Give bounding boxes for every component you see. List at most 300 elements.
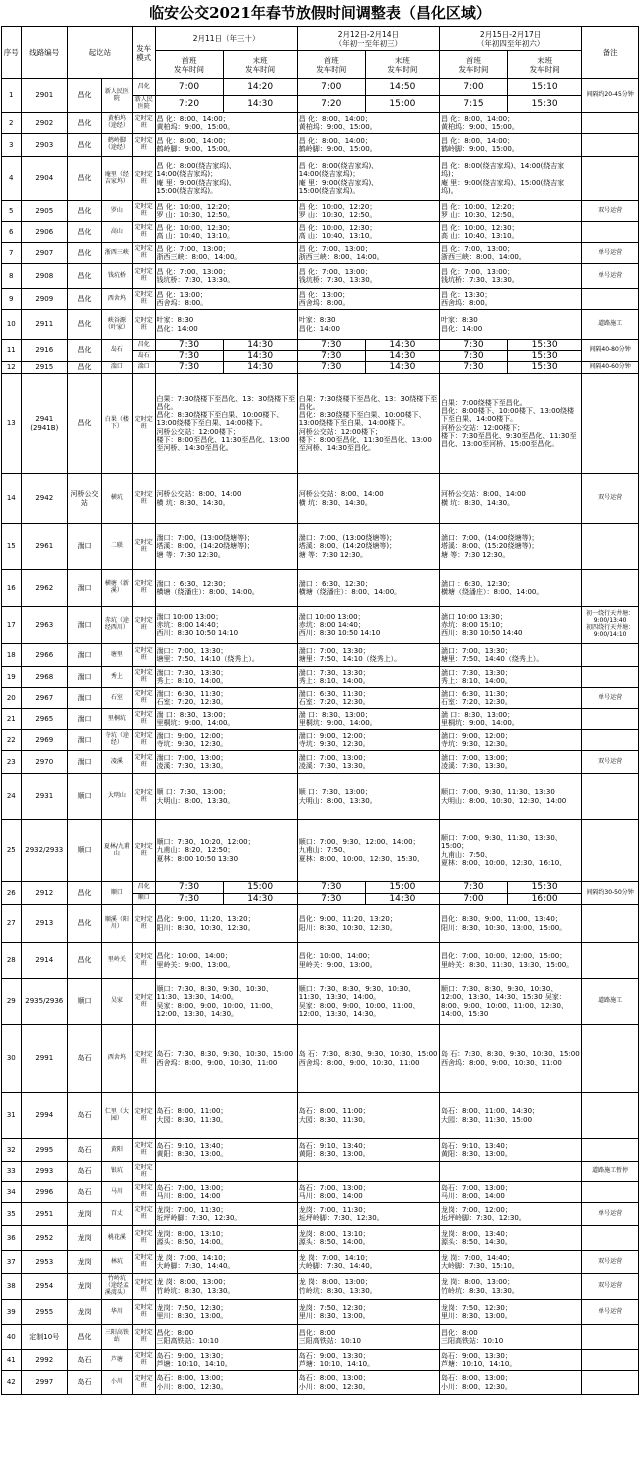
dispatch-mode: 定时定班: [132, 979, 155, 1025]
first-departure-time: 7:30: [439, 882, 507, 894]
timetable-cell: 湍口 ：6:30、12:30； 横塘（绕潘庄）：8:00、14:00。: [297, 570, 439, 607]
table-row: [2, 1350, 639, 1371]
timetable-cell: 昌 化：13:00； 西舍坞：8:00。: [297, 289, 439, 310]
timetable-cell: 岛石：8:00、13:00； 小川：8:00、12:30。: [439, 1371, 581, 1395]
dispatch-mode: 定时定班: [132, 1274, 155, 1300]
timetable-cell: 昌 化：7:00、13:00； 钱坑桥：7:30、13:30。: [439, 264, 581, 289]
route-number: 2904: [21, 157, 67, 201]
route-number: 2941 (2941B): [21, 374, 67, 474]
route-number: 2994: [21, 1093, 67, 1139]
table-row: [2, 79, 639, 96]
route-origin: 岛石: [67, 1350, 101, 1371]
last-departure-time: 14:30: [223, 351, 297, 362]
route-destination: 里桐坑: [101, 709, 132, 730]
timetable-cell: [155, 1162, 297, 1182]
first-departure-time: 7:30: [155, 882, 223, 894]
timetable-cell: 湍口 10:00 13:00； 赤坑：8:00 14:40； 西川：8:30 10:50 14:10: [155, 607, 297, 644]
timetable-cell: 岛石：7:30、8:30、9:30、10:30、15:00 西舍坞：8:00、9:00、10:30、11:00: [155, 1025, 297, 1093]
route-seq: 29: [2, 979, 22, 1025]
route-origin: 昌化: [67, 374, 101, 474]
route-number: 2906: [21, 222, 67, 243]
route-origin: 湍口: [67, 751, 101, 774]
timetable-cell: 昌化：8:00 三阳高铁站：10:10: [297, 1325, 439, 1350]
timetable-cell: 白果：7:00绕楼下至昌化。 昌化：8:00楼下、10:00楼下、13:00绕楼下至白果、14:00楼下。 河桥公交站：12:00楼下； 楼下：7:30至昌化、9:30至昌化、11:30至昌化、13:00至河桥、15:00至昌化。: [439, 374, 581, 474]
last-departure-time: 15:00: [365, 882, 439, 894]
timetable-cell: 岛石：8:00、11:00； 大园：8:30、11:30。: [297, 1093, 439, 1139]
table-row: [2, 1325, 639, 1350]
timetable-cell: 白果：7:30绕楼下至昌化、13：30绕楼下至昌化。 昌化：8:30绕楼下至白果、10:00楼下、13:00绕楼下至白果、14:00楼下。 河桥公交站：12:00楼下； 楼下：8:00至昌化、11:30至昌化、13:00至河桥、14:30至昌化。: [297, 374, 439, 474]
timetable-cell: 龙 岗：8:00、13:00； 竹岭坑：8:30、13:30。: [155, 1274, 297, 1300]
route-seq: 32: [2, 1139, 22, 1162]
timetable-cell: 昌 化：8:00、14:00； 黄柏坞：9:00、15:00。: [155, 113, 297, 134]
last-departure-time: 14:30: [365, 893, 439, 905]
dispatch-mode: 定时定班: [132, 774, 155, 820]
route-remark: [582, 157, 639, 201]
route-origin: 昌化: [67, 1325, 101, 1350]
timetable-cell: 昌 化：13:00； 西舍坞：8:00。: [155, 289, 297, 310]
timetable-cell: 岛石：8:00、11:00； 大园：8:30、11:30。: [155, 1093, 297, 1139]
table-row: [2, 1182, 639, 1203]
route-origin: 湍口: [67, 730, 101, 751]
route-seq: 11: [2, 340, 22, 362]
table-row: [2, 1300, 639, 1325]
route-destination: 林坑: [101, 1251, 132, 1274]
timetable-cell: 湍口：7:00、13:00； 凌溪：7:30、13:30。: [155, 751, 297, 774]
route-remark: [582, 1182, 639, 1203]
first-departure-time: 7:30: [297, 340, 365, 351]
segment-endpoint: 昌化: [132, 340, 155, 351]
first-departure-time: 7:30: [439, 351, 507, 362]
last-departure-time: 15:10: [508, 79, 582, 96]
route-number: 2903: [21, 134, 67, 157]
table-row: [2, 362, 639, 374]
dispatch-mode: 定时定班: [132, 820, 155, 882]
route-destination: 湍口: [101, 362, 132, 374]
route-number: 2966: [21, 644, 67, 667]
route-number: 2962: [21, 570, 67, 607]
timetable-cell: 昌 化：8:00、14:00； 鹤岭脚：9:00、15:00。: [297, 134, 439, 157]
route-number: 2911: [21, 310, 67, 340]
timetable-cell: 湍口 ：6:30、12:30； 横塘（绕潘庄）：8:00、14:00。: [155, 570, 297, 607]
timetable-cell: 昌化：8:00 三阳高铁站：10:10: [439, 1325, 581, 1350]
route-remark: 初一绕行天井塘：9:00/13:40 初四绕行天井塘：9:00/14:10: [582, 607, 639, 644]
route-seq: 31: [2, 1093, 22, 1139]
route-seq: 18: [2, 644, 22, 667]
route-remark: 单号运营: [582, 1300, 639, 1325]
route-origin: 顺口: [67, 820, 101, 882]
route-number: 2997: [21, 1371, 67, 1395]
header-first-departure: 首班 发车时间: [439, 51, 507, 79]
route-remark: [582, 1371, 639, 1395]
schedule-table: [1, 26, 639, 1395]
route-seq: 27: [2, 905, 22, 943]
route-number: 定制10号: [21, 1325, 67, 1350]
route-number: 2969: [21, 730, 67, 751]
route-origin: 湍口: [67, 524, 101, 570]
timetable-cell: 湍口：7:00、13:00； 凌溪：7:30、13:30。: [439, 751, 581, 774]
route-seq: 8: [2, 264, 22, 289]
table-row: [2, 774, 639, 820]
route-number: 2905: [21, 201, 67, 222]
route-seq: 25: [2, 820, 22, 882]
route-seq: 17: [2, 607, 22, 644]
route-remark: 单号运营: [582, 243, 639, 264]
timetable-cell: 湍口：9:00、12:00； 寺坑：9:30、12:30。: [155, 730, 297, 751]
table-row: [2, 979, 639, 1025]
timetable-cell: 昌 化：8:00(绕吉家坞)、14:00(绕吉家坞)； 庵 里：9:00(绕吉家坞)、15:00(绕吉家坞)。: [439, 157, 581, 201]
timetable-cell: 昌化：9:00、11:20、13:20； 阳川：8:30、10:30、12:30。: [155, 905, 297, 943]
table-row: [2, 113, 639, 134]
last-departure-time: 15:00: [365, 96, 439, 113]
table-row: [2, 1274, 639, 1300]
first-departure-time: 7:30: [297, 362, 365, 374]
table-row: [2, 882, 639, 894]
route-origin: 龙岗: [67, 1251, 101, 1274]
route-origin: 昌化: [67, 362, 101, 374]
route-origin: 岛石: [67, 1371, 101, 1395]
route-origin: 昌化: [67, 113, 101, 134]
table-row: [2, 1093, 639, 1139]
dispatch-mode: 定时定班: [132, 1371, 155, 1395]
route-remark: [582, 1093, 639, 1139]
table-row: [2, 264, 639, 289]
route-seq: 23: [2, 751, 22, 774]
route-seq: 13: [2, 374, 22, 474]
route-number: 2915: [21, 362, 67, 374]
route-seq: 24: [2, 774, 22, 820]
timetable-cell: 龙岗：7:00、11:30； 坵坪岭脚：7:30、12:30。: [297, 1203, 439, 1226]
route-origin: 昌化: [67, 243, 101, 264]
first-departure-time: 7:30: [297, 893, 365, 905]
last-departure-time: 16:00: [508, 893, 582, 905]
timetable-cell: 顺口：7:30、8:30、9:30、10:30、11:30、13:30、14:00。 吴家：8:00、9:00、10:00、11:00、12:00、13:30、14:30。: [155, 979, 297, 1025]
last-departure-time: 15:30: [508, 351, 582, 362]
last-departure-time: 14:30: [365, 351, 439, 362]
route-number: 2909: [21, 289, 67, 310]
timetable-cell: 顺口：7:30、8:30、9:30、10:30、11:30、13:30、14:00。 吴家：8:00、9:00、10:00、11:00、12:00、13:30、14:30。: [297, 979, 439, 1025]
route-destination: 鹤岭脚（途经）: [101, 134, 132, 157]
route-remark: [582, 820, 639, 882]
header-remark: 备注: [582, 27, 639, 79]
dispatch-mode: 定时定班: [132, 243, 155, 264]
route-number: 2953: [21, 1251, 67, 1274]
header-seq: 序号: [2, 27, 22, 79]
dispatch-mode: 定时定班: [132, 1350, 155, 1371]
route-remark: 双号运营: [582, 751, 639, 774]
route-origin: 龙岗: [67, 1300, 101, 1325]
timetable-cell: 顺口：7:00、9:30、11:30、13:30 大明山：8:00、10:30、12:30、14:00: [439, 774, 581, 820]
route-destination: 夏林/九甫山: [101, 820, 132, 882]
route-seq: 28: [2, 943, 22, 979]
route-remark: [582, 1325, 639, 1350]
route-origin: 昌化: [67, 201, 101, 222]
route-seq: 6: [2, 222, 22, 243]
dispatch-mode: 定时定班: [132, 524, 155, 570]
route-seq: 16: [2, 570, 22, 607]
timetable-cell: 湍口：7:00、13:30； 塘里：7:50、14:40（绕秀上）。: [439, 644, 581, 667]
route-remark: 双号运营: [582, 1274, 639, 1300]
route-destination: 百丈: [101, 1203, 132, 1226]
dispatch-mode: 定时定班: [132, 1226, 155, 1251]
timetable-cell: [439, 1162, 581, 1182]
header-period-1: 2月11日（年三十）: [155, 27, 297, 51]
route-number: 2907: [21, 243, 67, 264]
last-departure-time: 14:30: [223, 893, 297, 905]
route-destination: 竹岭坑（途经孟溪湾头）: [101, 1274, 132, 1300]
route-number: 2961: [21, 524, 67, 570]
route-remark: [582, 774, 639, 820]
route-seq: 21: [2, 709, 22, 730]
route-destination: 高山: [101, 222, 132, 243]
timetable-cell: 湍口：7:00、(13:00绕塘等)； 塔溪：8:00、(14:20绕塘等)； 塘 等：7:30 12:30。: [297, 524, 439, 570]
route-seq: 41: [2, 1350, 22, 1371]
route-destination: 庵里（经吉家坞）: [101, 157, 132, 201]
dispatch-mode: 定时定班: [132, 607, 155, 644]
route-remark: 间隔约20-45分钟: [582, 79, 639, 113]
timetable-cell: 岛石：9:10、13:40； 黄阳：8:30、13:00。: [297, 1139, 439, 1162]
dispatch-mode: 定时定班: [132, 201, 155, 222]
route-origin: 昌化: [67, 222, 101, 243]
route-destination: 钱坑桥: [101, 264, 132, 289]
route-destination: 黄柏坞（途经）: [101, 113, 132, 134]
timetable-cell: 昌 化：7:00、13:00； 浙西三峡：8:00、14:00。: [439, 243, 581, 264]
header-line-no: 线路编号: [21, 27, 67, 79]
first-departure-time: 7:00: [439, 79, 507, 96]
route-remark: [582, 644, 639, 667]
dispatch-mode: 定时定班: [132, 943, 155, 979]
route-number: 2967: [21, 688, 67, 709]
route-origin: 昌化: [67, 264, 101, 289]
page-title: 临安公交2021年春节放假时间调整表（昌化区域）: [149, 4, 491, 22]
header-last-departure: 末班 发车时间: [365, 51, 439, 79]
route-destination: 新人民医院: [101, 79, 132, 113]
route-destination: 石室: [101, 688, 132, 709]
route-seq: 33: [2, 1162, 22, 1182]
route-origin: 湍口: [67, 570, 101, 607]
route-remark: [582, 524, 639, 570]
timetable-cell: 白果：7:30绕楼下至昌化、13：30绕楼下至昌化。 昌化：8:30绕楼下至白果、10:00楼下、13:00绕楼下至白果、14:00楼下。 河桥公交站：12:00楼下； 楼下：8:00至昌化、11:30至昌化、13:00至河桥、14:30至昌化。: [155, 374, 297, 474]
route-number: 2914: [21, 943, 67, 979]
route-number: 2916: [21, 340, 67, 362]
route-number: 2951: [21, 1203, 67, 1226]
timetable-cell: 昌化：7:00、10:00、12:00、15:00； 里岭关：8:30、11:30、13:30、15:00。: [439, 943, 581, 979]
route-number: 2908: [21, 264, 67, 289]
dispatch-mode: 定时定班: [132, 1162, 155, 1182]
last-departure-time: 15:00: [223, 882, 297, 894]
route-destination: 桃花溪: [101, 1226, 132, 1251]
route-seq: 5: [2, 201, 22, 222]
timetable-cell: 昌化：10:00、14:00； 里岭关：9:00、13:00。: [155, 943, 297, 979]
timetable-cell: 龙 岗：7:00、14:10； 大岭脚：7:30、14:40。: [155, 1251, 297, 1274]
route-seq: 34: [2, 1182, 22, 1203]
route-seq: 3: [2, 134, 22, 157]
dispatch-mode: 定时定班: [132, 222, 155, 243]
route-remark: [582, 1139, 639, 1162]
table-row: [2, 1371, 639, 1395]
timetable-cell: 昌 化：7:00、13:00； 钱坑桥：7:30、13:30。: [297, 264, 439, 289]
dispatch-mode: 定时定班: [132, 1139, 155, 1162]
route-remark: [582, 570, 639, 607]
route-origin: 顺口: [67, 774, 101, 820]
timetable-cell: 龙岗：7:50、12:30； 里川：8:30、13:00。: [439, 1300, 581, 1325]
timetable-cell: 岛石：9:00、13:30； 芦塘：10:10、14:10。: [439, 1350, 581, 1371]
timetable-cell: 龙 岗：8:00、13:00； 竹岭坑：8:30、13:30。: [439, 1274, 581, 1300]
route-remark: 双号运营: [582, 474, 639, 524]
timetable-cell: 昌 化：8:00(绕吉家坞)、 14:00(绕吉家坞)； 庵 里：9:00(绕吉家坞)、 15:00(绕吉家坞)。: [155, 157, 297, 201]
route-number: 2992: [21, 1350, 67, 1371]
timetable-cell: 河桥公交站：8:00、14:00 横 坑：8:30、14:30。: [297, 474, 439, 524]
route-remark: [582, 222, 639, 243]
header-last-departure: 末班 发车时间: [508, 51, 582, 79]
dispatch-mode: 定时定班: [132, 289, 155, 310]
route-number: 2993: [21, 1162, 67, 1182]
route-seq: 2: [2, 113, 22, 134]
timetable-cell: 顺口：7:30、8:30、9:30、10:30、12:00、13:30、14:30、15:30 吴家：8:00、9:00、10:00、11:00、12:30、14:00、15:30: [439, 979, 581, 1025]
route-number: 2932/2933: [21, 820, 67, 882]
timetable-cell: 湍口：7:30、13:30； 秀上：8:10、14:00。: [439, 667, 581, 688]
route-seq: 36: [2, 1226, 22, 1251]
segment-endpoint: 顺口: [132, 893, 155, 905]
route-remark: 道路施工: [582, 979, 639, 1025]
dispatch-mode: 定时定班: [132, 264, 155, 289]
header-period-2: 2月12日-2月14日 （年初一至年初三）: [297, 27, 439, 51]
route-origin: 岛石: [67, 1182, 101, 1203]
timetable-cell: 顺 口：7:30、13:00； 大明山：8:00、13:30。: [155, 774, 297, 820]
last-departure-time: 15:30: [508, 362, 582, 374]
last-departure-time: 15:30: [508, 882, 582, 894]
route-remark: 间隔40-60分钟: [582, 362, 639, 374]
last-departure-time: 14:30: [365, 362, 439, 374]
last-departure-time: 14:30: [365, 340, 439, 351]
route-destination: 赤坑（途经西川）: [101, 607, 132, 644]
timetable-cell: 昌 化：7:00、13:00； 浙西三峡：8:00、14:00。: [297, 243, 439, 264]
route-destination: 二联: [101, 524, 132, 570]
dispatch-mode: 定时定班: [132, 644, 155, 667]
timetable-cell: 河桥公交站：8:00、14:00 横 坑：8:30、14:30。: [439, 474, 581, 524]
route-origin: 昌化: [67, 310, 101, 340]
route-origin: 湍口: [67, 607, 101, 644]
timetable-cell: 昌化：10:00、14:00； 里岭关：9:00、13:00。: [297, 943, 439, 979]
route-seq: 26: [2, 882, 22, 905]
timetable-cell: 龙岗：7:00、12:00； 坵坪岭脚：7:30、12:30。: [439, 1203, 581, 1226]
timetable-cell: 湍口：7:30、13:30； 秀上：8:10、14:00。: [155, 667, 297, 688]
timetable-cell: 湍口 10:00 13:00； 赤坑：8:00 14:40； 西川：8:30 10:50 14:10: [297, 607, 439, 644]
table-row: [2, 709, 639, 730]
route-destination: 罗山: [101, 201, 132, 222]
route-destination: 大明山: [101, 774, 132, 820]
timetable-cell: 河桥公交站：8:00、14:00 横 坑：8:30、14:30。: [155, 474, 297, 524]
dispatch-mode: 定时定班: [132, 688, 155, 709]
route-destination: 横塘（新溪）: [101, 570, 132, 607]
table-row: [2, 570, 639, 607]
timetable-cell: 湍口：6:30、11:30； 石室：7:20、12:30。: [439, 688, 581, 709]
dispatch-mode: 定时定班: [132, 474, 155, 524]
route-remark: 单号运营: [582, 1203, 639, 1226]
route-remark: [582, 1350, 639, 1371]
timetable-cell: 昌化：8:30、9:00、11:00、13:40； 阳川：8:30、10:30、13:00、15:00。: [439, 905, 581, 943]
route-destination: 岛石: [101, 340, 132, 362]
table-row: [2, 820, 639, 882]
timetable-cell: 湍口：7:00、13:30； 塘里：7:50、14:10（绕秀上）。: [297, 644, 439, 667]
table-row: [2, 524, 639, 570]
route-origin: 昌化: [67, 882, 101, 905]
route-origin: 湍口: [67, 709, 101, 730]
dispatch-mode: 定时定班: [132, 1025, 155, 1093]
route-origin: 龙岗: [67, 1226, 101, 1251]
timetable-cell: 岛石：9:10、13:40； 黄阳：8:30、13:00。: [439, 1139, 581, 1162]
table-row: [2, 134, 639, 157]
route-remark: 间隔40-80分钟: [582, 340, 639, 362]
route-number: 2902: [21, 113, 67, 134]
route-origin: 昌化: [67, 289, 101, 310]
timetable-cell: 湍 口：8:30、13:00； 里桐坑：9:00、14:00。: [297, 709, 439, 730]
route-number: 2955: [21, 1300, 67, 1325]
timetable-cell: 湍口 10:00 13:30； 赤坑：8:00 15:10； 西川：8:30 10:50 14:40: [439, 607, 581, 644]
route-destination: 顺口: [101, 882, 132, 905]
route-seq: 42: [2, 1371, 22, 1395]
first-departure-time: 7:30: [155, 362, 223, 374]
timetable-cell: 昌 化：13:30； 西舍坞：8:00。: [439, 289, 581, 310]
route-remark: [582, 134, 639, 157]
route-remark: [582, 374, 639, 474]
first-departure-time: 7:00: [297, 79, 365, 96]
first-departure-time: 7:30: [297, 351, 365, 362]
route-number: 2963: [21, 607, 67, 644]
route-origin: 岛石: [67, 1025, 101, 1093]
timetable-cell: 湍口：9:00、12:00； 寺坑：9:30、12:30。: [439, 730, 581, 751]
timetable-cell: 湍口：7:00、13:30； 塘里：7:50、14:10（绕秀上）。: [155, 644, 297, 667]
dispatch-mode: 定时定班: [132, 134, 155, 157]
timetable-cell: 龙岗：7:00、11:30； 坵坪岭脚：7:30、12:30。: [155, 1203, 297, 1226]
timetable-cell: 昌 化：7:00、13:00； 钱坑桥：7:30、13:30。: [155, 264, 297, 289]
timetable-cell: 龙岗：7:50、12:30； 里川：8:30、13:00。: [155, 1300, 297, 1325]
route-origin: 昌化: [67, 905, 101, 943]
timetable-cell: 湍口：7:30、13:30； 秀上：8:10、14:00。: [297, 667, 439, 688]
timetable-cell: 昌 化：8:00、14:00； 鹤岭脚：9:00、15:00。: [155, 134, 297, 157]
timetable-cell: 顺口：7:00、9:30、12:00、14:00； 九甫山：7:50、 夏林：8:00、10:00、12:30、15:30、: [297, 820, 439, 882]
route-remark: [582, 730, 639, 751]
route-remark: [582, 667, 639, 688]
first-departure-time: 7:20: [155, 96, 223, 113]
first-departure-time: 7:30: [297, 882, 365, 894]
table-row: [2, 243, 639, 264]
first-departure-time: 7:30: [155, 893, 223, 905]
route-remark: [582, 289, 639, 310]
first-departure-time: 7:15: [439, 96, 507, 113]
route-number: 2942: [21, 474, 67, 524]
segment-endpoint: 昌化: [132, 79, 155, 96]
timetable-cell: 岛石：8:00、11:00、14:30； 大园：8:30、11:30、15:00: [439, 1093, 581, 1139]
header-period-3: 2月15日-2月17日 （年初四至年初六）: [439, 27, 581, 51]
route-destination: 浙西三峡: [101, 243, 132, 264]
table-row: [2, 310, 639, 340]
last-departure-time: 14:30: [223, 96, 297, 113]
route-remark: [582, 709, 639, 730]
dispatch-mode: 定时定班: [132, 374, 155, 474]
table-row: [2, 374, 639, 474]
first-departure-time: 7:00: [155, 79, 223, 96]
route-origin: 昌化: [67, 157, 101, 201]
last-departure-time: 14:30: [223, 340, 297, 351]
timetable-cell: 湍口：7:00、(13:00绕塘等)； 塔溪：8:00、(14:20绕塘等)； 塘 等：7:30 12:30。: [155, 524, 297, 570]
dispatch-mode: 定时定班: [132, 570, 155, 607]
timetable-cell: 龙岗：8:00、13:40； 源头：8:50、14:30。: [439, 1226, 581, 1251]
dispatch-mode: 定时定班: [132, 730, 155, 751]
timetable-cell: 岛石：7:00、13:00； 马川：8:00、14:00: [297, 1182, 439, 1203]
route-number: 2991: [21, 1025, 67, 1093]
route-origin: 龙岗: [67, 1274, 101, 1300]
timetable-cell: 叶家：8:30 昌化：14:00: [297, 310, 439, 340]
